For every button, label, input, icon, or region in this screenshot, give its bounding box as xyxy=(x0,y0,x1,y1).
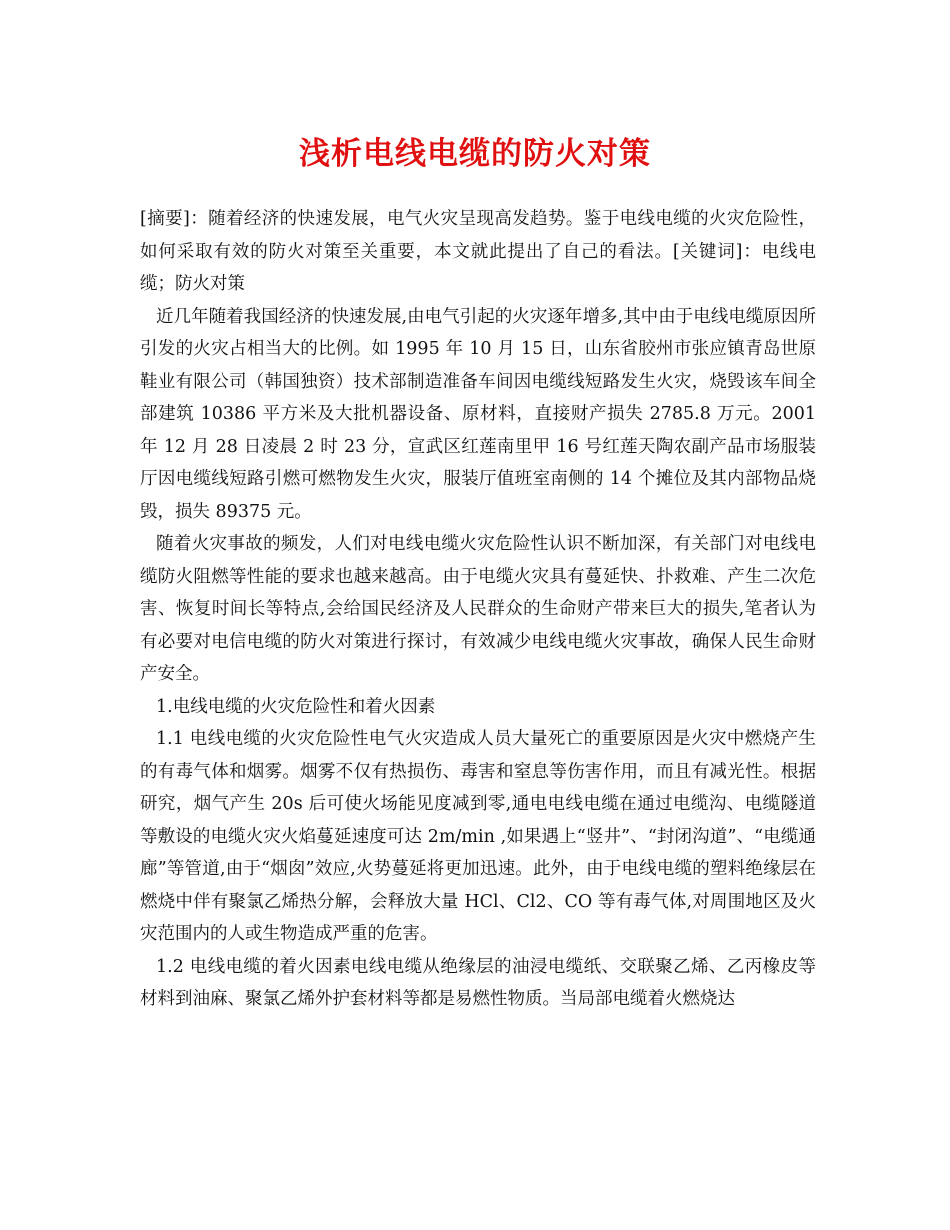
body-paragraph: 近几年随着我国经济的快速发展,由电气引起的火灾逐年增多,其中由于电线电缆原因所引发的火灾占相当大的比例。如 1995 年 10 月 15 日，山东省胶州市张应镇青岛世原鞋业有限公司（韩国独资）技术部制造准备车间因电缆线短路发生火灾，烧毁该车间全部建筑 10386 平方米及大批机器设备、原材料，直接财产损失 2785.8 万元。2001 年 12 月 28 日凌晨 2 时 23 分，宣武区红莲南里甲 16 号红莲天陶农副产品市场服装厅因电缆线短路引燃可燃物发生火灾，服装厅值班室南侧的 14 个摊位及其内部物品烧毁，损失 89375 元。 xyxy=(140,306,816,522)
body-paragraph: 随着火灾事故的频发，人们对电线电缆火灾危险性认识不断加深，有关部门对电线电缆防火阻燃等性能的要求也越来越高。由于电缆火灾具有蔓延快、扑救难、产生二次危害、恢复时间长等特点,会给国民经济及人民群众的生命财产带来巨大的损失,笔者认为有必要对电信电缆的防火对策进行探讨，有效减少电线电缆火灾事故，确保人民生命财产安全。 xyxy=(140,534,816,684)
document-title: 浅析电线电缆的防火对策 xyxy=(299,136,651,172)
body-paragraph: 1.1 电线电缆的火灾危险性电气火灾造成人员大量死亡的重要原因是火灾中燃烧产生的有毒气体和烟雾。烟雾不仅有热损伤、毒害和窒息等伤害作用，而且有减光性。根据研究，烟气产生 20s 后可使火场能见度减到零,通电电线电缆在通过电缆沟、电缆隧道等敷设的电缆火灾火焰蔓延速度可达 2m/min ,如果遇上“竖井”、“封闭沟道”、“电缆通廊”等管道,由于“烟囱”效应,火势蔓延将更加迅速。此外，由于电线电缆的塑料绝缘层在燃烧中伴有聚氯乙烯热分解，会释放大量 HCl、Cl2、CO 等有毒气体,对周围地区及火灾范围内的人或生物造成严重的危害。 xyxy=(140,729,816,944)
section-heading: 1.电线电缆的火灾危险性和着火因素 xyxy=(156,696,436,717)
body-paragraph: 1.2 电线电缆的着火因素电线电缆从绝缘层的油浸电缆纸、交联聚乙烯、乙丙橡皮等材料到油麻、聚氯乙烯外护套材料等都是易燃性物质。当局部电缆着火燃烧达 xyxy=(140,956,816,1009)
abstract-paragraph: [摘要]：随着经济的快速发展，电气火灾呈现高发趋势。鉴于电线电缆的火灾危险性，如何采取有效的防火对策至关重要，本文就此提出了自己的看法。[关键词]：电线电缆；防火对策 xyxy=(140,209,816,294)
document-body xyxy=(140,203,816,1016)
